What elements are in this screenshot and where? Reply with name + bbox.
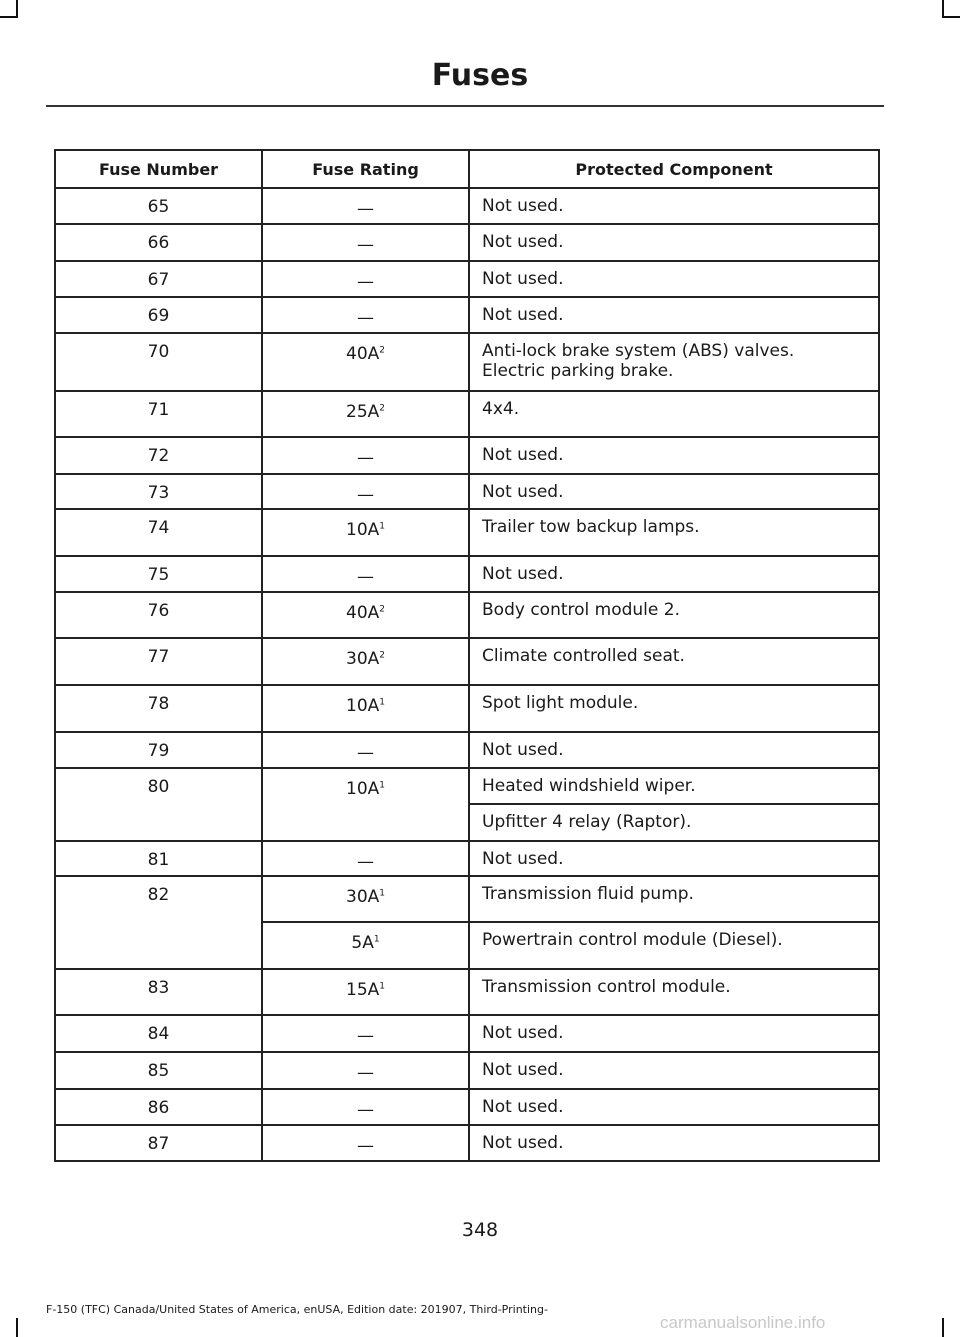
fuse-number: 69 — [55, 297, 262, 333]
fuse-rating-cell — [262, 333, 469, 391]
fuse-rating-footnote: 2 — [379, 650, 385, 661]
table-row — [55, 1089, 879, 1125]
protected-component: Not used. — [482, 445, 564, 465]
fuse-rating-cell — [262, 768, 469, 841]
table-row — [55, 969, 879, 1015]
fuse-number: 73 — [55, 474, 262, 509]
column-header-fuse-number: Fuse Number — [55, 150, 262, 188]
fuse-rating-cell — [262, 685, 469, 732]
fuse-number: 77 — [55, 638, 262, 685]
protected-component-cell — [469, 592, 879, 638]
fuse-rating-cell — [262, 969, 469, 1015]
fuse-rating: — — [357, 567, 374, 587]
table-row — [55, 1052, 879, 1089]
fuse-number: 75 — [55, 556, 262, 592]
table-row — [55, 732, 879, 768]
table-row — [55, 333, 879, 391]
fuse-rating: — — [357, 1026, 374, 1046]
fuse-rating-cell — [262, 638, 469, 685]
fuse-rating-footnote: 1 — [379, 780, 385, 791]
fuse-rating: — — [357, 743, 374, 763]
fuse-rating: 5A — [351, 933, 374, 953]
protected-component-cell — [469, 922, 879, 969]
fuse-number: 80 — [55, 768, 262, 841]
crop-mark-bottom-right-v — [942, 1318, 944, 1337]
page-number: 348 — [461, 1219, 499, 1241]
protected-component: Not used. — [482, 849, 564, 869]
protected-component-line2: Electric parking brake. — [482, 361, 674, 381]
table-row — [55, 261, 879, 297]
column-header-protected-component: Protected Component — [469, 150, 879, 188]
fuse-number: 81 — [55, 841, 262, 876]
protected-component: Not used. — [482, 482, 564, 502]
fuse-rating: — — [357, 272, 374, 292]
fuse-rating: — — [357, 852, 374, 872]
protected-component-cell — [469, 768, 879, 804]
fuse-rating-cell — [262, 1089, 469, 1125]
protected-component-cell — [469, 638, 879, 685]
fuse-rating-cell — [262, 876, 469, 922]
column-header-fuse-rating: Fuse Rating — [262, 150, 469, 188]
protected-component-cell — [469, 437, 879, 474]
fuse-number: 79 — [55, 732, 262, 768]
fuse-rating-cell — [262, 592, 469, 638]
fuse-rating-footnote: 1 — [373, 934, 380, 945]
fuse-rating: — — [357, 308, 374, 328]
fuse-number: 74 — [55, 509, 262, 556]
fuse-rating-cell — [262, 391, 469, 437]
fuse-number: 87 — [55, 1125, 262, 1161]
fuse-rating-cell — [262, 509, 469, 556]
protected-component-cell — [469, 732, 879, 768]
table-row — [55, 509, 879, 556]
crop-mark-top-left-h — [0, 16, 18, 18]
protected-component-cell — [469, 876, 879, 922]
protected-component: Not used. — [482, 1133, 564, 1153]
protected-component: Not used. — [482, 269, 564, 289]
fuse-rating-footnote: 1 — [379, 981, 385, 992]
table-row — [55, 638, 879, 685]
protected-component-cell — [469, 1052, 879, 1089]
table-row — [55, 876, 879, 922]
protected-component-cell — [469, 1015, 879, 1052]
protected-component: Not used. — [482, 1060, 564, 1080]
table-row — [55, 297, 879, 333]
fuse-number: 84 — [55, 1015, 262, 1052]
fuse-rating: 10A — [346, 520, 380, 540]
fuse-number: 66 — [55, 224, 262, 261]
fuse-rating: — — [357, 1063, 374, 1083]
table-row — [55, 224, 879, 261]
fuse-number: 65 — [55, 188, 262, 224]
fuse-rating: — — [357, 199, 374, 219]
fuse-rating-cell — [262, 224, 469, 261]
fuse-rating-cell — [262, 437, 469, 474]
fuse-rating-cell — [262, 261, 469, 297]
fuse-rating: 10A — [346, 779, 380, 799]
protected-component-cell — [469, 804, 879, 841]
fuse-rating: 15A — [346, 980, 380, 1000]
fuse-rating-footnote: 2 — [379, 403, 385, 414]
table-row — [55, 437, 879, 474]
protected-component: Upfitter 4 relay (Raptor). — [482, 812, 692, 832]
fuse-rating: — — [357, 448, 374, 468]
fuse-rating: — — [357, 235, 374, 255]
fuse-rating-cell — [262, 188, 469, 224]
fuse-rating-cell — [262, 1125, 469, 1161]
fuse-rating: 30A — [346, 887, 380, 907]
fuse-rating: 40A — [346, 344, 380, 364]
fuse-number: 76 — [55, 592, 262, 638]
protected-component: Powertrain control module (Diesel). — [482, 930, 783, 950]
table-row — [55, 592, 879, 638]
protected-component: Transmission control module. — [482, 977, 731, 997]
watermark: carmanualsonline.info — [660, 1313, 826, 1332]
fuse-rating-footnote: 1 — [379, 697, 385, 708]
protected-component-cell — [469, 1125, 879, 1161]
protected-component: Trailer tow backup lamps. — [482, 517, 700, 537]
fuse-rating-cell — [262, 1015, 469, 1052]
fuse-rating-cell — [262, 1052, 469, 1089]
protected-component-cell — [469, 474, 879, 509]
table-row — [55, 1125, 879, 1161]
fuse-rating: — — [357, 1136, 374, 1156]
protected-component: 4x4. — [482, 399, 520, 419]
protected-component: Not used. — [482, 740, 564, 760]
protected-component: Not used. — [482, 232, 564, 252]
protected-component-cell — [469, 841, 879, 876]
fuse-number: 78 — [55, 685, 262, 732]
fuse-rating: — — [357, 1100, 374, 1120]
protected-component-cell — [469, 188, 879, 224]
protected-component: Not used. — [482, 196, 564, 216]
header-rule — [46, 105, 884, 107]
fuse-rating-cell — [262, 922, 469, 969]
fuse-rating-cell — [262, 556, 469, 592]
protected-component: Heated windshield wiper. — [482, 776, 696, 796]
protected-component: Not used. — [482, 1097, 564, 1117]
table-row — [55, 188, 879, 224]
fuse-number: 70 — [55, 333, 262, 391]
table-row — [55, 685, 879, 732]
fuse-number: 86 — [55, 1089, 262, 1125]
edition-footer: F-150 (TFC) Canada/United States of America, enUSA, Edition date: 201907, Third-Printing- — [46, 1303, 548, 1316]
fuse-number: 82 — [55, 876, 262, 969]
fuse-rating-footnote: 1 — [379, 521, 385, 532]
protected-component-cell — [469, 333, 879, 391]
protected-component-cell — [469, 224, 879, 261]
table-row — [55, 391, 879, 437]
protected-component-cell — [469, 391, 879, 437]
protected-component-cell — [469, 685, 879, 732]
table-row — [55, 556, 879, 592]
fuse-rating-cell — [262, 297, 469, 333]
protected-component: Climate controlled seat. — [482, 646, 685, 666]
fuse-rating: 10A — [346, 696, 380, 716]
fuse-table — [54, 149, 880, 1162]
page-title: Fuses — [431, 58, 529, 93]
protected-component-cell — [469, 297, 879, 333]
table-row — [55, 841, 879, 876]
protected-component-cell — [469, 556, 879, 592]
crop-mark-top-right-h — [942, 16, 960, 18]
protected-component: Anti-lock brake system (ABS) valves. — [482, 341, 795, 361]
table-header-row — [55, 150, 879, 188]
fuse-rating: 30A — [346, 649, 380, 669]
fuse-rating: — — [357, 485, 374, 505]
protected-component: Spot light module. — [482, 693, 639, 713]
fuse-rating-footnote: 1 — [379, 888, 385, 899]
protected-component-cell — [469, 261, 879, 297]
fuse-rating-cell — [262, 841, 469, 876]
fuse-number: 85 — [55, 1052, 262, 1089]
fuse-rating: 40A — [346, 603, 380, 623]
protected-component-cell — [469, 969, 879, 1015]
protected-component: Transmission fluid pump. — [482, 884, 694, 904]
fuse-table-body — [55, 188, 879, 1161]
fuse-rating: 25A — [346, 402, 380, 422]
crop-mark-bottom-left-v — [16, 1318, 18, 1337]
fuse-rating-footnote: 2 — [379, 604, 385, 615]
protected-component: Body control module 2. — [482, 600, 680, 620]
fuse-rating-footnote: 2 — [379, 345, 385, 356]
protected-component: Not used. — [482, 564, 564, 584]
fuse-rating-cell — [262, 732, 469, 768]
fuse-rating-cell — [262, 474, 469, 509]
protected-component: Not used. — [482, 305, 564, 325]
fuse-number: 83 — [55, 969, 262, 1015]
fuse-number: 67 — [55, 261, 262, 297]
table-row — [55, 768, 879, 804]
table-row — [55, 1015, 879, 1052]
protected-component-cell — [469, 1089, 879, 1125]
protected-component-cell — [469, 509, 879, 556]
fuse-number: 71 — [55, 391, 262, 437]
protected-component: Not used. — [482, 1023, 564, 1043]
table-row — [55, 474, 879, 509]
fuse-number: 72 — [55, 437, 262, 474]
